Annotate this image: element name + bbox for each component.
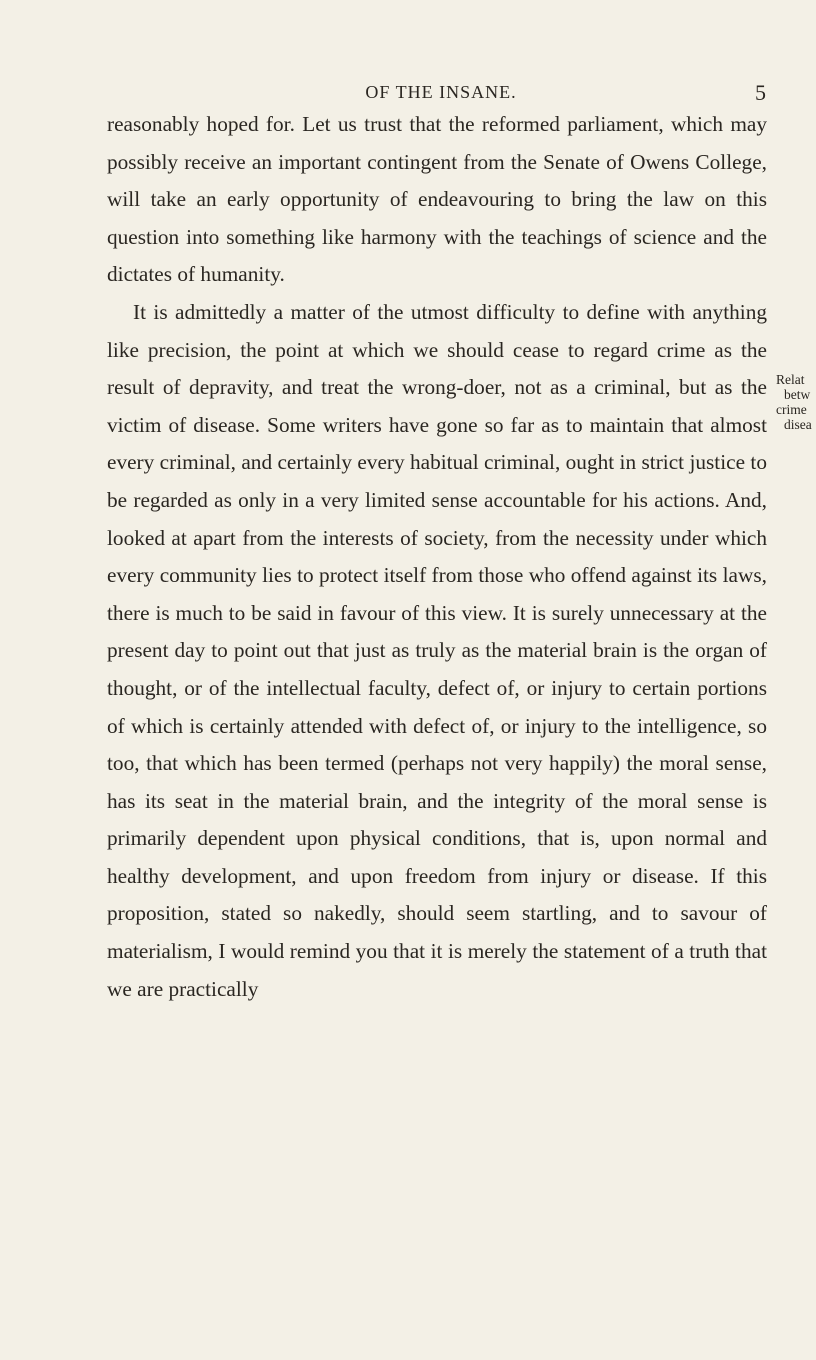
- running-head: OF THE INSANE.: [365, 82, 517, 102]
- page-number: 5: [755, 80, 766, 105]
- body-text: [107, 106, 767, 1008]
- margin-note-line: betw: [784, 387, 811, 402]
- paragraph-2: It is admittedly a matter of the utmost difficulty to define with anything like precision, the point at which we should cease to regard crime as the result of depravity, and treat the wrong-doer, not as a criminal, but as the victim of disease. Some writers have gone so far as to maintain that almost every criminal, and certainly every habitual criminal, ought in strict justice to be regarded as only in a very limited sense accountable for his actions. And, looked at apart from the interests of society, from the necessity under which every community lies to protect itself from those who offend against its laws, there is much to be said in favour of this view. It is surely unnecessary at the present day to point out that just as truly as the material brain is the organ of thought, or of the intellectual faculty, defect of, or injury to certain portions of which is certainly attended with defect of, or injury to the intelligence, so too, that which has been termed (perhaps not very happily) the moral sense, has its seat in the material brain, and the integrity of the moral sense is primarily dependent upon physical conditions, that is, upon normal and healthy development, and upon freedom from injury or disease. If this proposition, stated so nakedly, should seem startling, and to savour of materialism, I would remind you that it is merely the statement of a truth that we are practically: [107, 299, 767, 1001]
- margin-note-line: disea: [784, 417, 812, 432]
- margin-note-line: crime: [776, 402, 807, 417]
- margin-note: [776, 372, 816, 432]
- margin-note-line: Relat: [776, 372, 805, 387]
- paragraph-1: reasonably hoped for. Let us trust that the reformed parliament, which may possibly receive an important contingent from the Senate of Owens College, will take an early opportunity of endeavouring to bring the law on this question into something like harmony with the teachings of science and the dictates of humanity.: [107, 112, 767, 287]
